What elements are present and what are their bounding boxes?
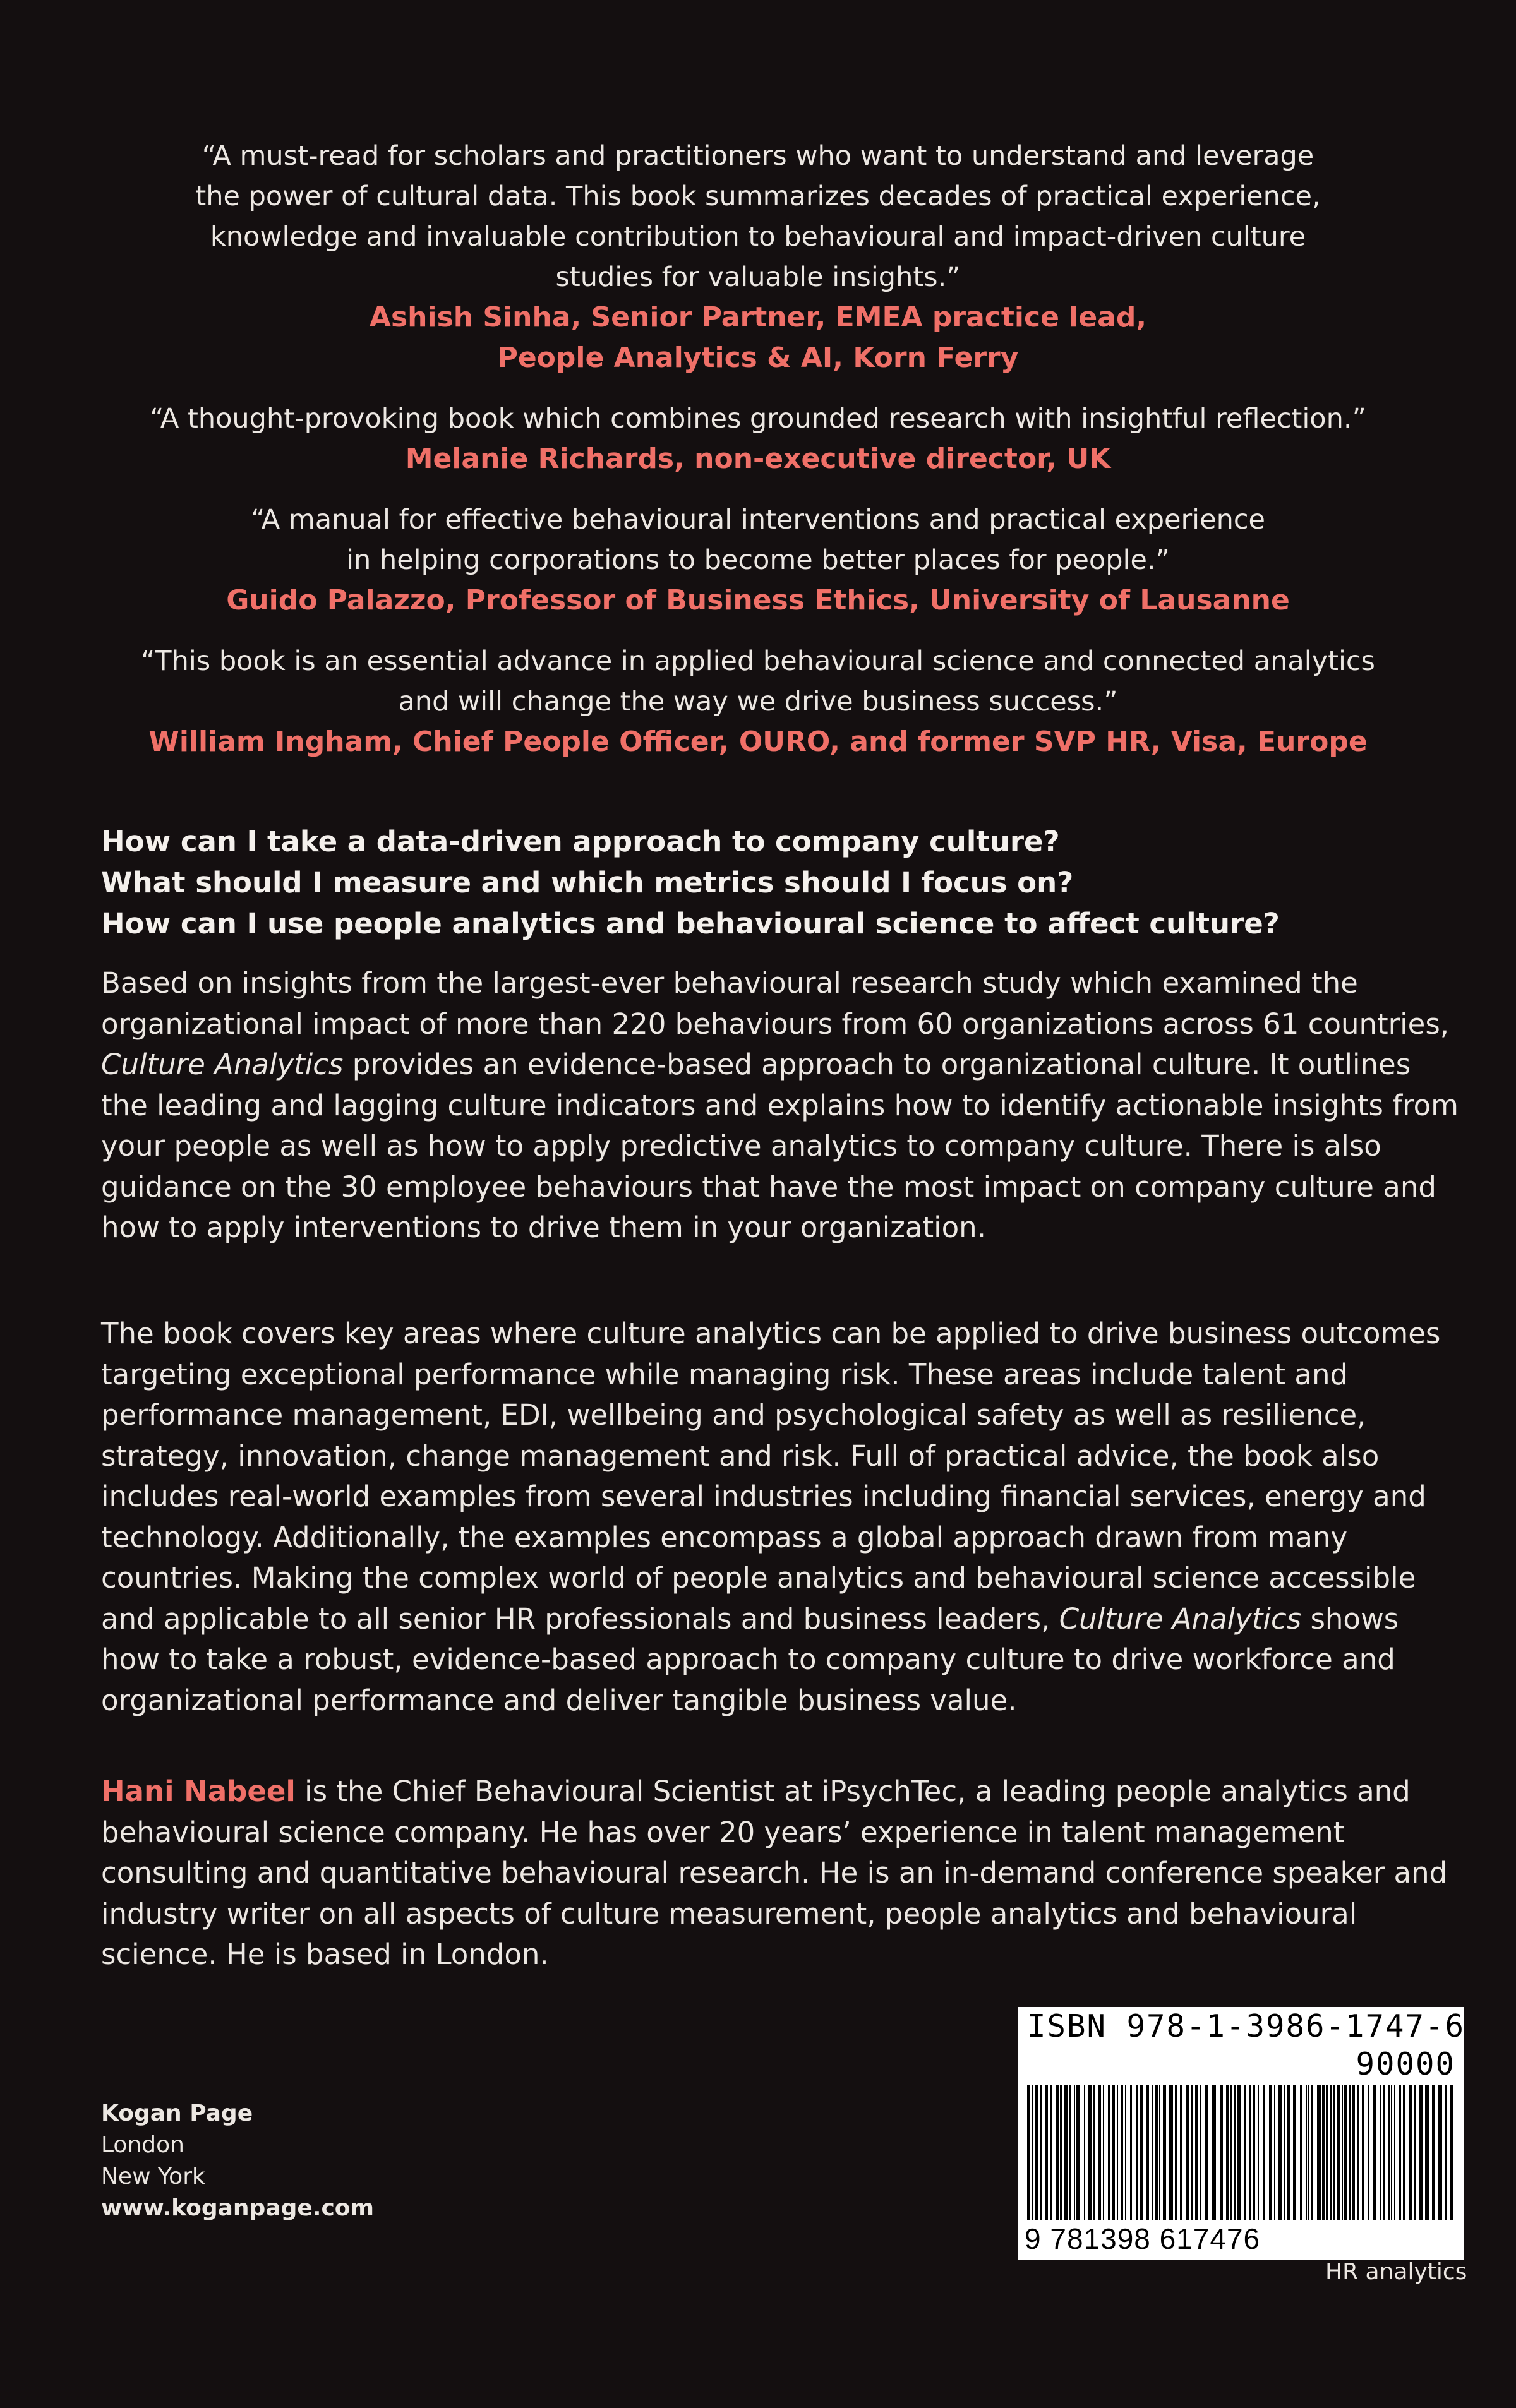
publisher-name: Kogan Page xyxy=(101,2100,253,2126)
barcode-icon xyxy=(1025,2085,1458,2220)
publisher-city-1: London xyxy=(101,2132,184,2158)
barcode-number: 9 781398 617476 xyxy=(1025,2222,1261,2255)
p1-text-end: provides an evidence-based approach to organizational culture. It outlines the leading and lagging culture indicators and explains how to identify actionable insights from your people as well as how to apply predictive analytics to company culture. There is also guidance on the 30 employee behaviours that have the most impact on company culture and how to apply interventions to drive them in your organization. xyxy=(101,1048,1459,1244)
p2-book-title: Culture Analytics xyxy=(1059,1602,1302,1636)
quote-line: “A manual for effective behavioural interventions and practical experience xyxy=(251,504,1265,536)
isbn-label: ISBN 978-1-3986-1747-6 xyxy=(1027,2008,1465,2044)
author-name: Hani Nabeel xyxy=(101,1775,296,1808)
endorsement-quote xyxy=(101,500,1415,621)
endorsement-quote xyxy=(101,398,1415,479)
quote-line: and will change the way we drive business success.” xyxy=(398,686,1118,717)
publisher-city-2: New York xyxy=(101,2164,205,2189)
isbn-addon-code: 90000 xyxy=(1356,2046,1455,2082)
p2-text-start: The book covers key areas where culture analytics can be applied to drive business outcomes targeting exceptional performance while managing risk. These areas include talent and performance management, EDI, wellbeing and psychological safety as well as resilience, strategy, innovation, change management and risk. Full of practical advice, the book also includes real-world examples from several industries including financial services, energy and technology. Additionally, the examples encompass a global approach drawn from many countries. Making the complex world of people analytics and behavioural science accessible and applicable to all senior HR professionals and business leaders, xyxy=(101,1317,1441,1636)
key-question: How can I take a data-driven approach to company culture? xyxy=(101,825,1060,858)
quote-attribution: Melanie Richards, non-executive director, UK xyxy=(405,443,1111,475)
quote-line: in helping corporations to become better places for people.” xyxy=(346,544,1170,576)
publisher-website: www.koganpage.com xyxy=(101,2195,375,2221)
p1-text-start: Based on insights from the largest-ever behavioural research study which examined the organizational impact of more than 220 behaviours from 60 organizations across 61 countries, xyxy=(101,966,1450,1041)
author-bio-text: is the Chief Behavioural Scientist at iPsychTec, a leading people analytics and behavioural science company. He has over 20 years’ experience in talent management consulting and quantitative behavioural research. He is an in-demand conference speaker and industry writer on all aspects of culture measurement, people analytics and behavioural science. He is based in London. xyxy=(101,1775,1448,1971)
quote-attribution: People Analytics & AI, Korn Ferry xyxy=(497,342,1019,374)
quote-line: “This book is an essential advance in applied behavioural science and connected analytics xyxy=(141,645,1375,677)
quote-line: the power of cultural data. This book summarizes decades of practical experience, xyxy=(195,181,1321,212)
p1-book-title: Culture Analytics xyxy=(101,1048,344,1081)
quote-attribution: Ashish Sinha, Senior Partner, EMEA practice lead, xyxy=(369,301,1147,333)
category-label: HR analytics xyxy=(1325,2259,1467,2285)
description-paragraph-2 xyxy=(101,1314,1465,1721)
isbn-barcode-box xyxy=(1018,2007,1464,2260)
key-question: How can I use people analytics and behavioural science to affect culture? xyxy=(101,907,1280,940)
description-paragraph-1 xyxy=(101,963,1465,1249)
quote-line: “A thought-provoking book which combines grounded research with insightful reflection.” xyxy=(150,403,1366,434)
quote-line: “A must-read for scholars and practitioners who want to understand and leverage xyxy=(202,140,1314,172)
key-questions xyxy=(101,821,1428,944)
quote-line: knowledge and invaluable contribution to behavioural and impact-driven culture xyxy=(210,221,1306,253)
quote-attribution: Guido Palazzo, Professor of Business Ethics, University of Lausanne xyxy=(226,584,1290,616)
p2-text-end: shows how to take a robust, evidence-based approach to company culture to drive workforce and organizational performance and deliver tangible business value. xyxy=(101,1602,1399,1717)
endorsement-quote xyxy=(101,136,1415,378)
publisher-block xyxy=(101,2098,374,2224)
quote-line: studies for valuable insights.” xyxy=(555,261,961,293)
key-question: What should I measure and which metrics should I focus on? xyxy=(101,866,1074,899)
quote-attribution: William Ingham, Chief People Officer, OURO, and former SVP HR, Visa, Europe xyxy=(148,726,1368,758)
author-bio xyxy=(101,1771,1465,1975)
endorsement-quote xyxy=(101,641,1415,762)
endorsements xyxy=(101,136,1415,782)
